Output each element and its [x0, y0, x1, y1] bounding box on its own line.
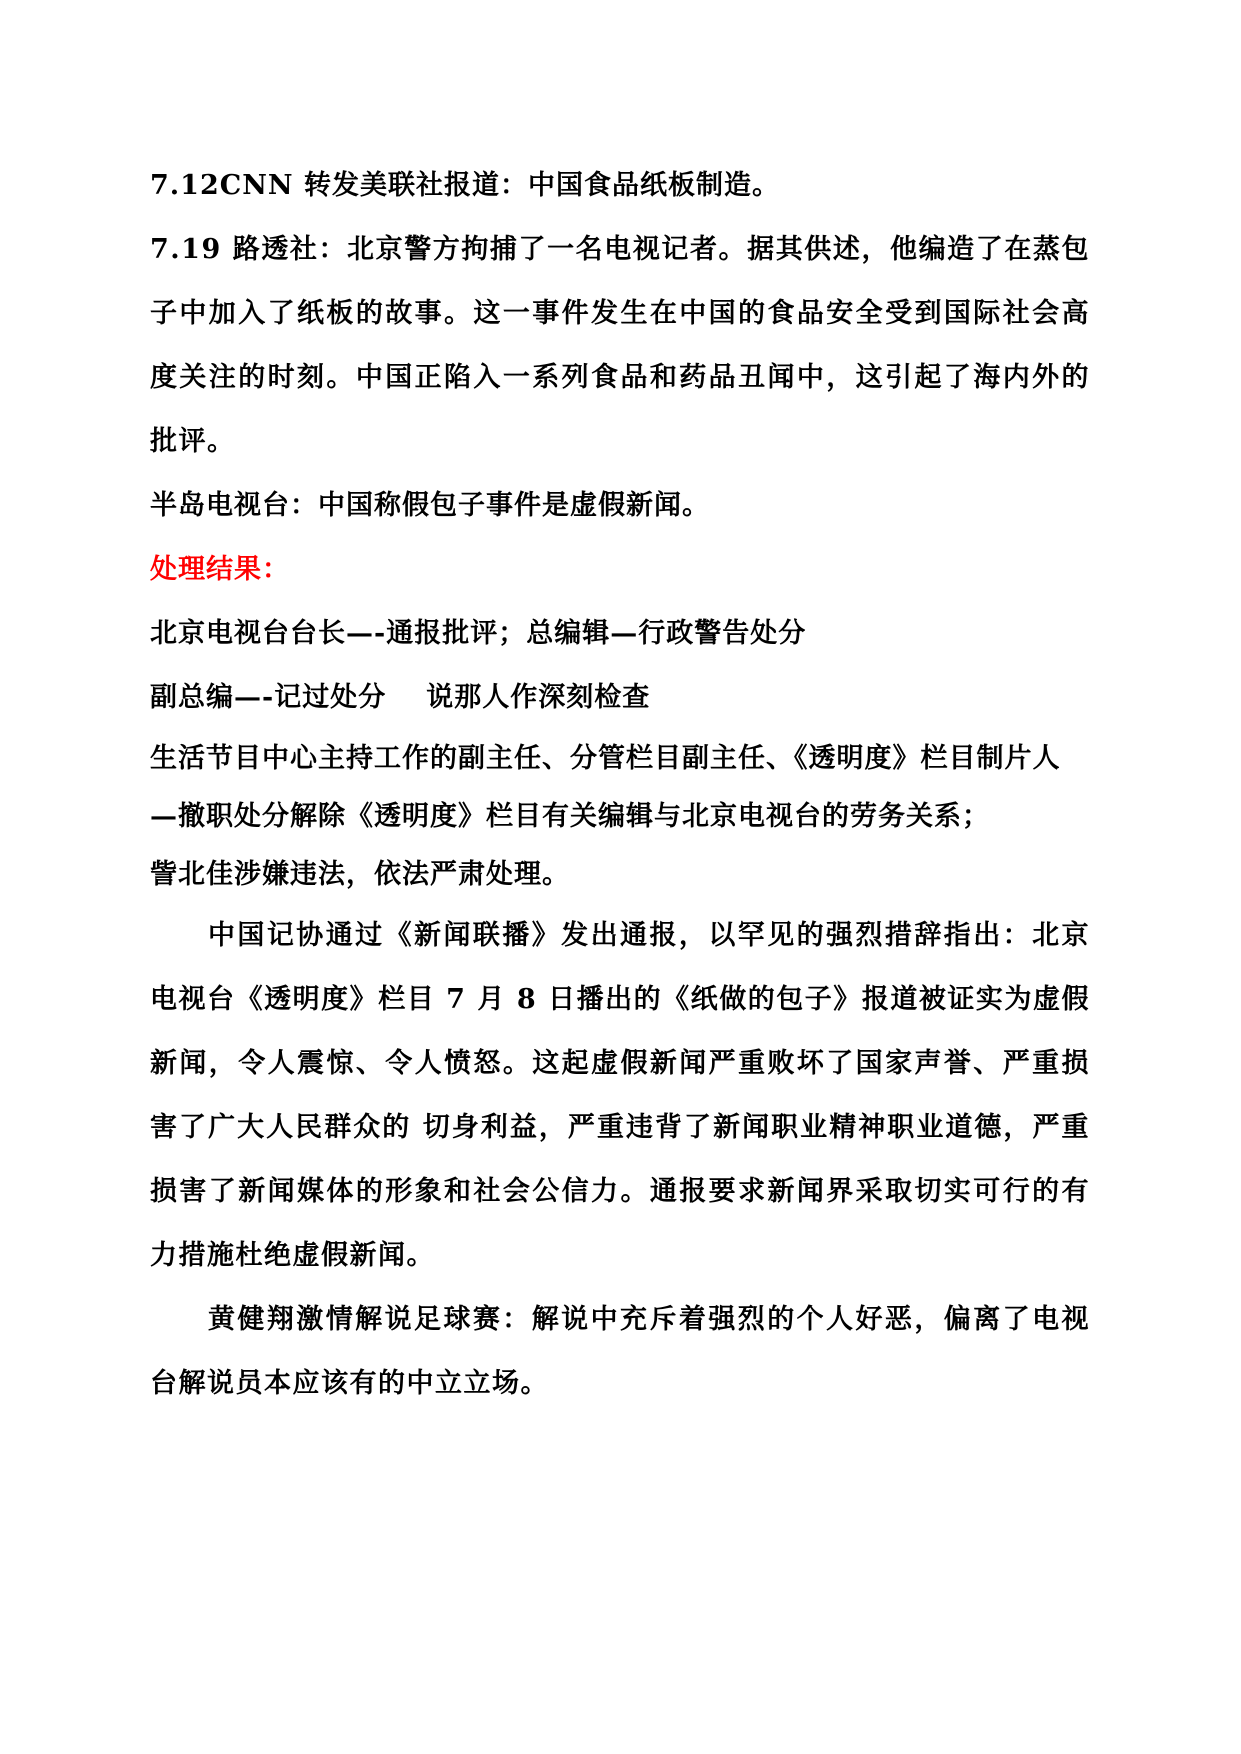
- deputy-inspection-text: 说那人作深刻检查: [426, 682, 651, 713]
- document-body: [150, 154, 1090, 1416]
- center-staff-line: 生活节目中心主持工作的副主任、分管栏目副主任、《透明度》栏目制片人: [150, 743, 1061, 774]
- deputy-penalty-text: 副总编—-记过处分: [150, 682, 387, 713]
- zi-beijia-line: 訾北佳涉嫌违法，依法严肃处理。: [150, 859, 570, 890]
- cnn-report-line: 7.12CNN 转发美联社报道：中国食品纸板制造。: [150, 170, 781, 201]
- journalist-association-paragraph: 中国记协通过《新闻联播》发出通报，以罕见的强烈措辞指出：北京电视台《透明度》栏目 7 月 8 日播出的《纸做的包子》报道被证实为虚假新闻，令人震惊、令人愤怒。这起虚假新闻严重败坏了国家声誉、严重损害了广大人民群众的 切身利益，严重违背了新闻职业精神职业道德，严重损害了新闻媒体的形象和社会公信力。通报要求新闻界采取切实可行的有力措施杜绝虚假新闻。: [150, 920, 1090, 1271]
- director-penalty-line: 北京电视台台长—-通报批评；总编辑—行政警告处分: [150, 618, 807, 649]
- deputy-penalty-line: [150, 666, 1090, 730]
- dismissal-line: —撤职处分解除《透明度》栏目有关编辑与北京电视台的劳务关系；: [150, 801, 990, 832]
- aljazeera-report-line: 半岛电视台：中国称假包子事件是虚假新闻。: [150, 490, 710, 521]
- huang-jianxiang-paragraph: 黄健翔激情解说足球赛：解说中充斥着强烈的个人好恶，偏离了电视台解说员本应该有的中立立场。: [150, 1304, 1090, 1399]
- result-heading: 处理结果：: [150, 554, 290, 585]
- reuters-report-paragraph: 7.19 路透社：北京警方拘捕了一名电视记者。据其供述，他编造了在蒸包子中加入了纸板的故事。这一事件发生在中国的食品安全受到国际社会高度关注的时刻。中国正陷入一系列食品和药品丑闻中，这引起了海内外的批评。: [150, 234, 1090, 457]
